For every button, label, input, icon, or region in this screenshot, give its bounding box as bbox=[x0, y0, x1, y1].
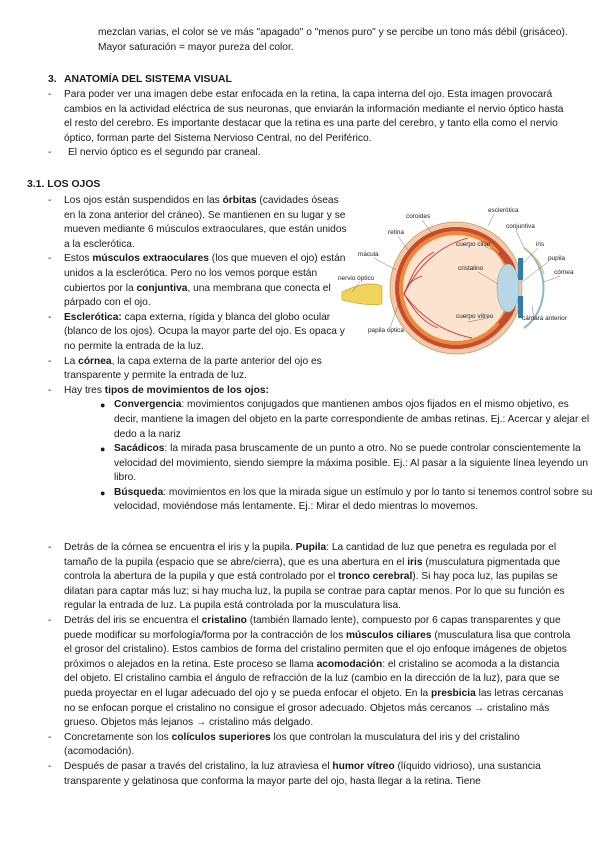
label-nervio-optico: nervio óptico bbox=[338, 275, 375, 282]
list-item-cornea: - La córnea, la capa externa de la parte anterior del ojo es transparente y permite la entrada de luz. bbox=[48, 355, 322, 382]
lens-shape bbox=[497, 264, 519, 312]
label-esclerotica: esclerótica bbox=[488, 207, 519, 214]
vitreous-shape bbox=[403, 235, 509, 341]
label-conjuntiva: conjuntiva bbox=[506, 223, 535, 230]
label-cristalino: cristalino bbox=[458, 265, 484, 272]
list-item-musculos: - Estos músculos extraoculares (los que mueven el ojo) están unidos a la esclerótica. Pero no los vemos porque están cubiertos por la conjuntiva, una membrana que conecta el párpado con el ojo. bbox=[48, 253, 346, 309]
label-cuerpo-vitreo: cuerpo vítreo bbox=[456, 313, 494, 320]
label-camara-anterior: cámara anterior bbox=[522, 315, 567, 322]
section-3-1-heading: 3.1. LOS OJOS bbox=[27, 179, 101, 190]
section-3-heading bbox=[48, 73, 232, 88]
list-item: - Para poder ver una imagen debe estar enfocada en la retina, la capa interna del ojo. Esta imagen provocará cambios en la actividad eléctrica de sus neuronas, que enviarán la información mediante el nervio óptico hasta el resto del cerebro. Es importante destacar que la retina es una parte del cerebro, y tanto ella como el nervio óptico, forman parte del Sistema Nervioso Central, no del Periférico. bbox=[48, 89, 564, 144]
movement-item: ● Búsqueda: movimientos en los que la mirada sigue un estímulo y por lo tanto si tenemos control sobre su velocidad, moviéndose más lentamente. Ej.: Mirar el dedo mientras lo movemos. bbox=[100, 486, 593, 513]
movements-list bbox=[48, 398, 593, 515]
list-item: - El nervio óptico es el segundo par craneal. bbox=[48, 147, 261, 159]
intro-paragraph bbox=[98, 26, 568, 55]
section-3-list bbox=[48, 88, 573, 161]
label-iris: iris bbox=[536, 241, 545, 248]
list-item-orbitas: - Los ojos están suspendidos en las órbitas (cavidades óseas en la zona anterior del cráneo). Se mantienen en su lugar y se mueven mediante 6 músculos extraoculares, que están unidos a la esclerótica. bbox=[48, 195, 347, 250]
list-item-cristalino: - Detrás del iris se encuentra el cristalino (también llamado lente), compuesto por 6 capas transparentes y que puede modificar su morfología/forma por la contracción de los músculos ciliares (musculatura lisa que controla el grosor del cristalino). Estos cambios de forma del cristalino permiten que el ojo enfoque imágenes de objetos próximos o alejados en la retina. Este proceso se llama acomodación: el cristalino se acomoda a la distancia del objeto. El cristalino cambia el ángulo de refracción de la luz (cambio en la dirección de la luz), para que se pueda proyectar en el lugar adecuado del ojo y se pueda enfocar el objeto. En la presbicia las letras cercanas no se enfocan porque el cristalino no consigue el grosor adecuado. Objetos más cercanos → cristalino más grueso. Objetos más lejanos → cristalino más delgado. bbox=[48, 614, 571, 729]
optic-nerve-shape bbox=[342, 284, 382, 305]
eye-anatomy-diagram bbox=[338, 196, 576, 362]
iris-top bbox=[518, 258, 523, 280]
list-item-coliculos: - Concretamente son los colículos superiores los que controlan la musculatura del iris y del cristalino (acomodación). bbox=[48, 731, 520, 758]
label-pupila: pupila bbox=[548, 255, 566, 262]
list-item-movimientos: - Hay tres tipos de movimientos de los ojos: bbox=[48, 384, 269, 396]
label-cuerpo-ciliar: cuerpo ciliar bbox=[456, 241, 491, 248]
label-macula: mácula bbox=[358, 251, 379, 258]
label-coroides: coroides bbox=[406, 213, 431, 220]
eye-diagram-svg bbox=[338, 196, 576, 362]
body-list bbox=[48, 541, 573, 789]
label-papila-optica: papila óptica bbox=[368, 327, 404, 334]
intro-text: mezclan varias, el color se ve más "apagado" o "menos puro" y se percibe un tono más débil (grisáceo). Mayor saturación = mayor pureza del color. bbox=[98, 27, 568, 53]
section-3-number: 3. bbox=[48, 74, 57, 85]
movement-item: ● Sacádicos: la mirada pasa bruscamente de un punto a otro. No se puede controlar conscientemente la velocidad del movimiento, siendo siempre la máxima posible. Ej.: Al pasar a la siguiente línea leyendo un libro. bbox=[100, 443, 588, 484]
list-item-pupila: - Detrás de la córnea se encuentra el iris y la pupila. Pupila: La cantidad de luz que penetra es regulada por el tamaño de la pupila (espacio que se abre/cierra), que es una abertura en el iris (musculatura pigmentada que controla la abertura de la pupila y que está controlado por el tronco cerebral). Si hay poca luz, las pupilas se dilatan para captar más luz; si hay mucha luz, la pupila se contrae para captar menos. Por lo que su función es regular la entrada de luz. La pupila está controlada por la musculatura lisa. bbox=[48, 542, 565, 612]
list-item-humor-vitreo: - Después de pasar a través del cristalino, la luz atraviesa el humor vítreo (líquido vidrioso), una sustancia transparente y gelatinosa que conforma la mayor parte del ojo, hasta llegar a la retina. Tiene bbox=[48, 760, 541, 787]
list-item-esclerotica: - Esclerótica: capa externa, rígida y blanca del globo ocular (blanco de los ojos). Ocupa la mayor parte del ojo. Es opaca y no permite la entrada de la luz. bbox=[48, 311, 345, 352]
label-cornea: córnea bbox=[554, 269, 574, 276]
movement-item: ● Convergencia: movimientos conjugados que mantienen ambos ojos fijados en el mismo objetivo, es decir, mantiene la imagen del objeto en la parte correspondiente de ambas retinas. Ej.: Acercar y alejar el dedo a la nariz bbox=[100, 399, 590, 440]
section-3-title: ANATOMÍA DEL SISTEMA VISUAL bbox=[64, 74, 232, 85]
label-retina: retina bbox=[388, 229, 404, 236]
